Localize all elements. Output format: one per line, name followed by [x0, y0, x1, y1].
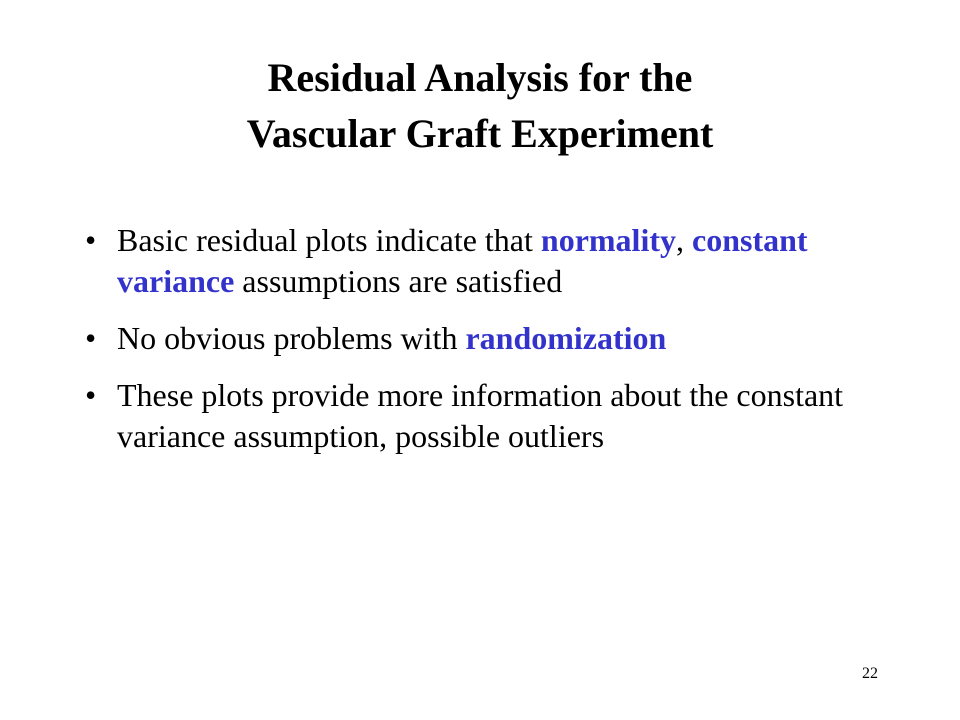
bullet-list: [85, 220, 915, 473]
bullet-1-text-middle: ,: [675, 222, 692, 258]
bullet-2-text-before: No obvious problems with: [117, 320, 466, 356]
bullet-1-text-after: assumptions are satisfied: [234, 263, 563, 299]
slide-title: [0, 50, 960, 162]
bullet-3-text: These plots provide more information about the constant variance assumption, possible outliers: [117, 377, 844, 454]
bullet-dot-icon: •: [85, 377, 97, 413]
bullet-dot-icon: •: [85, 222, 97, 258]
bullet-item-randomization: [85, 318, 915, 359]
bullet-item-plots-info: [85, 375, 915, 457]
highlight-constant-variance: constant variance: [117, 222, 808, 299]
bullet-1-text-before: Basic residual plots indicate that: [117, 222, 541, 258]
bullet-item-normality: [85, 220, 915, 302]
highlight-randomization: randomization: [465, 320, 667, 356]
title-line-1: Residual Analysis for the: [267, 55, 693, 100]
title-line-2: Vascular Graft Experiment: [246, 111, 714, 156]
page-number: 22: [862, 665, 878, 682]
highlight-normality: normality: [540, 222, 676, 258]
bullet-dot-icon: •: [85, 320, 97, 356]
